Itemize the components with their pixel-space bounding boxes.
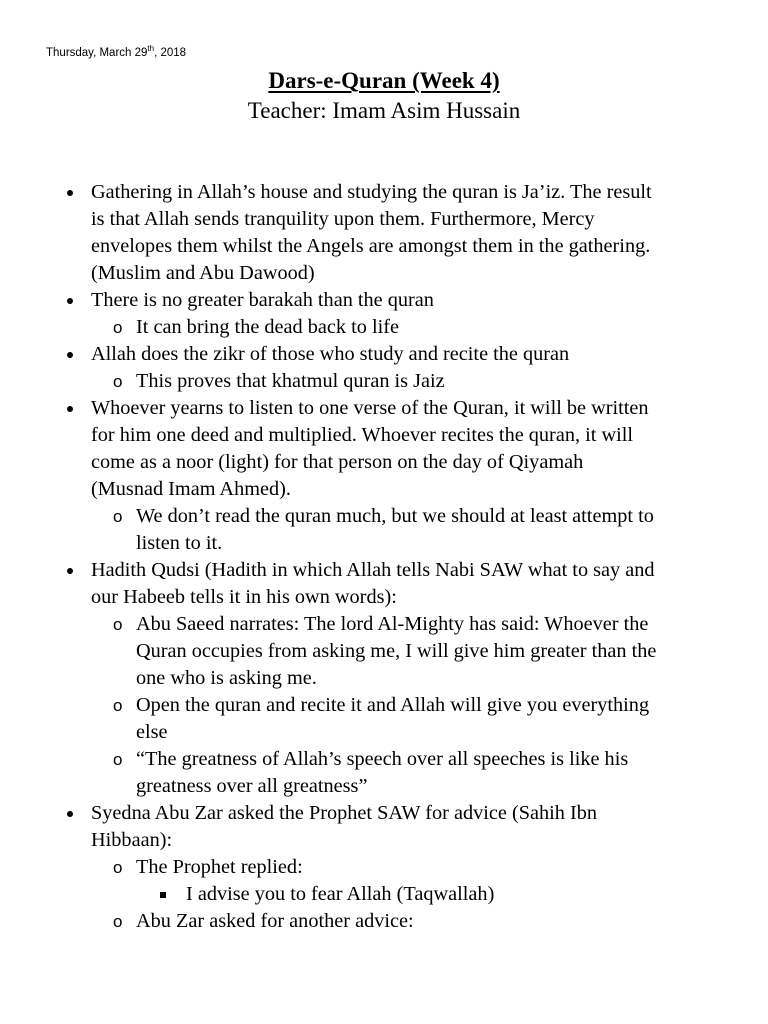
note-line <box>0 611 768 638</box>
bullet-dot-shape <box>67 298 73 304</box>
note-text: envelopes them whilst the Angels are amongst them in the gathering. <box>91 235 651 257</box>
note-item-level-1 <box>0 800 768 854</box>
document-subtitle: Teacher: Imam Asim Hussain <box>247 98 521 123</box>
note-text: come as a noor (light) for that person on the day of Qiyamah <box>91 451 584 473</box>
note-item-level-1 <box>0 287 768 314</box>
bullet-dot-shape <box>67 190 73 196</box>
bullet-circle-icon: o <box>113 372 123 391</box>
note-item-level-1 <box>0 179 768 287</box>
note-line <box>0 557 768 584</box>
document-title: Dars-e-Quran (Week 4) <box>268 68 500 93</box>
note-line <box>0 827 768 854</box>
note-line <box>0 341 768 368</box>
bullet-circle-icon: o <box>113 318 123 337</box>
note-line <box>0 395 768 422</box>
note-line <box>0 746 768 773</box>
note-text: our Habeeb tells it in his own words): <box>91 586 397 608</box>
note-text: There is no greater barakah than the quran <box>91 289 434 311</box>
bullet-dot-shape <box>67 811 73 817</box>
note-item-level-2 <box>0 314 768 341</box>
document-title-row <box>0 66 768 96</box>
date-prefix: Thursday, March 29 <box>46 47 148 59</box>
note-line <box>0 476 768 503</box>
note-line <box>0 908 768 935</box>
note-line <box>0 314 768 341</box>
note-text: Abu Saeed narrates: The lord Al-Mighty has said: Whoever the <box>136 613 649 635</box>
note-text: Hadith Qudsi (Hadith in which Allah tells Nabi SAW what to say and <box>91 559 655 581</box>
note-line <box>0 692 768 719</box>
bullet-circle-icon: o <box>113 696 123 715</box>
note-text: This proves that khatmul quran is Jaiz <box>136 370 445 392</box>
note-line <box>0 260 768 287</box>
note-item-level-2 <box>0 368 768 395</box>
bullet-circle-icon: o <box>113 750 123 769</box>
note-item-level-1 <box>0 557 768 611</box>
note-text: Gathering in Allah’s house and studying the quran is Ja’iz. The result <box>91 181 652 203</box>
note-text: It can bring the dead back to life <box>136 316 399 338</box>
note-item-level-2 <box>0 611 768 692</box>
note-line <box>0 665 768 692</box>
document-date <box>46 44 187 59</box>
note-text: else <box>136 721 168 743</box>
note-text: Whoever yearns to listen to one verse of the Quran, it will be written <box>91 397 649 419</box>
note-text: one who is asking me. <box>136 667 317 689</box>
note-text: (Muslim and Abu Dawood) <box>91 262 315 284</box>
bullet-circle-icon: o <box>113 615 123 634</box>
note-text: is that Allah sends tranquility upon them. Furthermore, Mercy <box>91 208 595 230</box>
note-text: for him one deed and multiplied. Whoever recites the quran, it will <box>91 424 633 446</box>
note-line <box>0 287 768 314</box>
bullet-dot-shape <box>67 352 73 358</box>
notes-list <box>0 179 768 935</box>
note-line <box>0 503 768 530</box>
note-item-level-2 <box>0 503 768 557</box>
note-line <box>0 638 768 665</box>
note-line <box>0 449 768 476</box>
note-line <box>0 422 768 449</box>
note-text: Open the quran and recite it and Allah will give you everything <box>136 694 650 716</box>
note-item-level-3 <box>0 881 768 908</box>
note-text: greatness over all greatness” <box>136 775 368 797</box>
note-item-level-2 <box>0 908 768 935</box>
note-text: The Prophet replied: <box>136 856 303 878</box>
note-text: listen to it. <box>136 532 223 554</box>
note-item-level-2 <box>0 692 768 746</box>
note-line <box>0 368 768 395</box>
note-item-level-1 <box>0 395 768 503</box>
note-item-level-2 <box>0 854 768 881</box>
bullet-circle-icon: o <box>113 912 123 931</box>
bullet-square-shape <box>160 892 166 898</box>
note-line <box>0 179 768 206</box>
note-text: Abu Zar asked for another advice: <box>136 910 414 932</box>
note-line <box>0 854 768 881</box>
bullet-dot-shape <box>67 568 73 574</box>
note-text: Hibbaan): <box>91 829 173 851</box>
note-text: We don’t read the quran much, but we should at least attempt to <box>136 505 654 527</box>
date-ordinal-suffix: th <box>147 44 155 53</box>
note-line <box>0 584 768 611</box>
note-text: Allah does the zikr of those who study and recite the quran <box>91 343 570 365</box>
note-line <box>0 233 768 260</box>
note-line <box>0 206 768 233</box>
note-line <box>0 530 768 557</box>
note-text: “The greatness of Allah’s speech over all speeches is like his <box>136 748 629 770</box>
note-line <box>0 800 768 827</box>
note-item-level-1 <box>0 341 768 368</box>
note-line <box>0 773 768 800</box>
note-text: Quran occupies from asking me, I will give him greater than the <box>136 640 657 662</box>
bullet-circle-icon: o <box>113 858 123 877</box>
note-text: I advise you to fear Allah (Taqwallah) <box>186 883 495 905</box>
note-line <box>0 881 768 908</box>
note-line <box>0 719 768 746</box>
bullet-dot-shape <box>67 406 73 412</box>
note-text: (Musnad Imam Ahmed). <box>91 478 291 500</box>
note-text: Syedna Abu Zar asked the Prophet SAW for advice (Sahih Ibn <box>91 802 598 824</box>
date-year: , 2018 <box>154 47 187 59</box>
bullet-circle-icon: o <box>113 507 123 526</box>
note-item-level-2 <box>0 746 768 800</box>
